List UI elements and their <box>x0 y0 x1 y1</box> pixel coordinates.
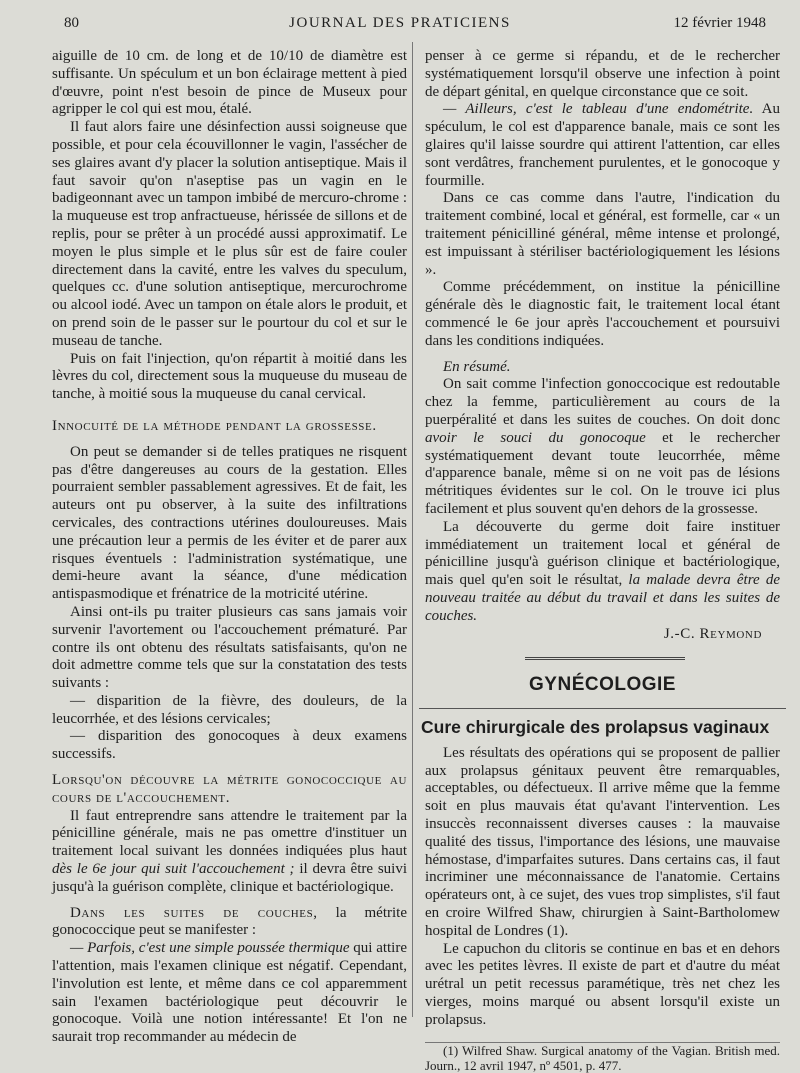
list-item: — disparition de la fièvre, des douleurs, de la leucorrhée, et des lésions cervicales; <box>52 692 407 727</box>
paragraph: Le capuchon du clitoris se continue en bas et en dehors avec les petites lèvres. Il existe de part et d'autre du méat urétral un petit recessus paramétique, très net chez les vierges, moins marqué ou absent lorsqu'il existe un prolapsus. <box>425 940 780 1028</box>
paragraph: On peut se demander si de telles pratiques ne risquent pas d'être dangereuses au cours de la gestation. Elles pourraient sembler passablement agressives. Et de fait, les auteurs ont pu observer, à la suite des infiltrations cervicales, des contractions utérines douloureuses. Mais une précaution leur a permis de les éviter et de parer aux risques éventuels : l'administration systématique, une demi-heure avant la séance, d'une médication antispasmodique et frénatrice de la motricité utérine. <box>52 443 407 603</box>
inline-heading: Dans les suites de couches, <box>70 904 318 921</box>
section-title: GYNÉCOLOGIE <box>529 674 676 696</box>
paragraph: aiguille de 10 cm. de long et de 10/10 de diamètre est suffisante. Un spéculum et un bon éclairage mettent à pied d'œuvre, point n'est besoin de pince de Museux pour agripper le col qui est mou, étalé. <box>52 48 407 118</box>
author-signature: J.-C. Reymond <box>663 625 762 642</box>
paragraph: Il faut entreprendre sans attendre le traitement par la pénicilline générale, mais ne pas omettre d'instituer un traitement local suivant les données indiquées plus haut dès le 6e jour qui suit l'accouchement ; il devra être suivi jusqu'à la guérison complète, clinique et bactériologique. <box>52 807 407 895</box>
paragraph: La découverte du germe doit faire instituer immédiatement un traitement local et général de pénicilline jusqu'à guérison clinique et bactériologique, mais quel qu'en soit le résultat, la malade devra être de nouveau traitée au début du travail et dans les suites de couches. <box>425 518 780 624</box>
subheading: En résumé. <box>443 358 511 375</box>
paragraph: Dans les suites de couches, la métrite gonococcique peut se manifester : <box>52 904 407 939</box>
paragraph: Dans ce cas comme dans l'autre, l'indication du traitement combiné, local et général, est formelle, car « un traitement pénicilliné général, même intense et prolongé, est impuissant à stériliser bactériologiquement les lésions ». <box>425 190 780 278</box>
paragraph: Comme précédemment, on institue la pénicilline générale dès le diagnostic fait, le traitement local étant commencé le 6e jour après l'accouchement et poursuivi dans les conditions indiquées. <box>425 279 780 349</box>
horizontal-rule <box>419 708 786 709</box>
left-column <box>52 48 407 1047</box>
paragraph: Puis on fait l'injection, qu'on répartit à moitié dans les lèvres du col, directement sous la muqueuse du museau de tanche, à moitié sous la muqueuse du canal cervical. <box>52 350 407 403</box>
paragraph: — Ailleurs, c'est le tableau d'une endométrite. Au spéculum, le col est d'apparence banale, mais ce sont les glaires qu'il laisse sourdre qui attirent l'attention, car elles sont verdâtres, franchement purulentes, et le gonocoque y fourmille. <box>425 101 781 189</box>
paragraph: — Parfois, c'est une simple poussée thermique qui attire l'attention, mais l'examen clinique est négatif. Cependant, l'involution est lente, et même dans ce col apparemment sain l'examen bactériologique peut découvrir le gonocoque. Voilà une notion intéressante! Et l'on ne saurait trop recommander au médecin de <box>52 940 408 1046</box>
paragraph: penser à ce germe si répandu, et de le rechercher systématiquement lorsqu'il observe une infection à point de départ génital, en quelque circonstance que ce soit. <box>425 48 780 100</box>
article-title: Cure chirurgicale des prolapsus vaginaux <box>421 717 770 738</box>
journal-title: JOURNAL DES PRATICIENS <box>289 15 511 31</box>
right-column <box>421 48 781 1073</box>
section-heading: Innocuité de la méthode pendant la grossesse. <box>52 417 377 434</box>
running-header <box>0 12 800 38</box>
footnote: (1) Wilfred Shaw. Surgical anatomy of the Vagian. British med. Journ., 12 avril 1947, nº 4501, p. 477. <box>425 1042 780 1073</box>
section-heading: Lorsqu'on découvre la métrite gonococcique au cours de l'accouchement. <box>52 772 407 806</box>
list-item: — disparition des gonocoques à deux examens successifs. <box>52 728 407 763</box>
paragraph: Il faut alors faire une désinfection aussi soigneuse que possible, et pour cela écouvillonner le vagin, l'assécher de ses glaires avant d'y placer la solution antiseptique. Mais il faut savoir qu'on n'aseptise pas un vagin en le badigeonnant avec un tampon imbibé de mercuro-chrome : la muqueuse est trop anfractueuse, hérissée de sillons et de replis, pour se prêter à un procédé aussi approximatif. Le moyen le plus simple et le plus sûr est de faire couler directement dans la cavité, entre les valves du speculum, quelques cc. d'une solution antiseptique, mercurochrome ou alcool iodé. Avec un tampon on étale alors le produit, et on prend soin de le passer sur le pourtour du col et sur le museau de tanche. <box>52 119 407 349</box>
paragraph: Les résultats des opérations qui se proposent de pallier aux prolapsus génitaux peuvent être remarquables, acceptables, ou défectueux. Il arrive même que la femme soit en plus mauvais état qu'avant l'intervention. Les insuccès reconnaissent diverses causes : la mauvaise qualité des tissus, l'importance des lésions, une mauvaise hémostase, d'imparfaites sutures. Dans certains cas, il faut incriminer une méconnaissance de l'anatomie. Certains opérateurs ont, à ce sujet, des vues trop simplistes, s'il faut en croire Wilfred Shaw, chirurgien à Saint-Bartholomew hospital de Londres (1). <box>425 744 780 939</box>
column-divider <box>412 42 413 1017</box>
paragraph: On sait comme l'infection gonoccocique est redoutable chez la femme, particulièrement au cours de la puerpéralité et dans les suites de couches. On doit donc avoir le souci du gonocoque et le rechercher systématiquement devant toute leucorrhée, même d'apparence banale, même si on ne voit pas de lésions métritiques évidentes sur le col. On le trouve ici plus facilement et plus souvent qu'en dehors de la grossesse. <box>425 376 780 517</box>
double-rule <box>525 657 685 660</box>
paragraph: Ainsi ont-ils pu traiter plusieurs cas sans jamais voir survenir l'avortement ou l'accouchement prématuré. Par contre ils ont obtenu des résultats satisfaisants, qu'on ne doit admettre comme tels que sur la constatation des tests suivants : <box>52 603 407 692</box>
issue-date: 12 février 1948 <box>673 15 766 31</box>
page-number: 80 <box>64 15 79 31</box>
